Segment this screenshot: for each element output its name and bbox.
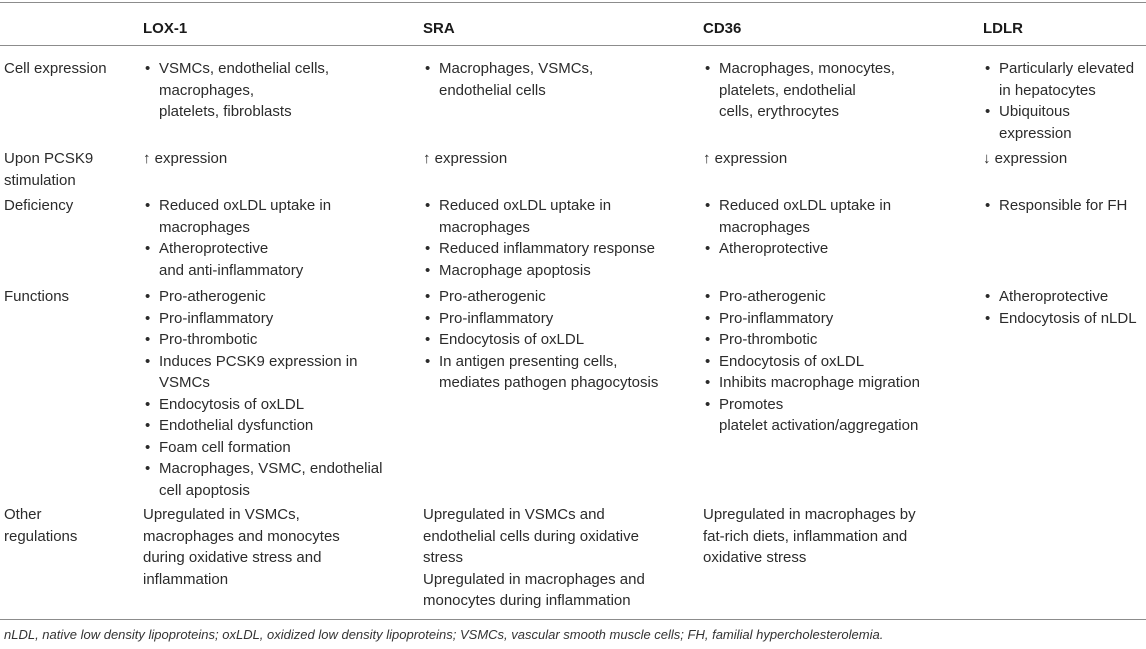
list-item: • Inhibits macrophage migration <box>703 372 965 394</box>
paragraph: Upregulated in macrophages and monocytes during inflammation <box>423 570 645 609</box>
cell-sra-deficiency <box>423 195 688 281</box>
list-item: • Responsible for FH <box>983 195 1145 217</box>
list-item: • Endocytosis of oxLDL <box>703 351 965 373</box>
list-item: • Atheroprotective <box>983 286 1145 308</box>
paragraph: Upregulated in VSMCs, macrophages and monocytes during oxidative stress and inflammation <box>143 506 340 588</box>
cell-ldlr-cell-expression <box>983 58 1145 144</box>
cell-sra-functions <box>423 286 688 394</box>
list-item: • Foam cell formation <box>143 437 405 459</box>
list-item: • Pro-atherogenic <box>703 286 965 308</box>
cell-cd36-functions <box>703 286 965 437</box>
row-label-functions: Functions <box>4 288 70 305</box>
cell-cd36-deficiency <box>703 195 965 260</box>
cell-lox1-functions <box>143 286 405 501</box>
list-item: • Pro-inflammatory <box>423 308 688 330</box>
list-item: • Endothelial dysfunction <box>143 415 405 437</box>
list-item: • Macrophage apoptosis <box>423 260 688 282</box>
cell-lox1-pcsk9: ↑ expression <box>143 150 228 167</box>
cell-cd36-cell-expression <box>703 58 965 123</box>
list-item: • Pro-inflammatory <box>703 308 965 330</box>
cell-sra-cell-expression <box>423 58 688 101</box>
cell-lox1-cell-expression <box>143 58 405 123</box>
header-ldlr: LDLR <box>983 20 1023 37</box>
cell-cd36-pcsk9: ↑ expression <box>703 150 788 167</box>
cell-cd36-other-regulations <box>703 504 965 569</box>
list-item: • Induces PCSK9 expression in VSMCs <box>143 351 405 394</box>
cell-ldlr-pcsk9: ↓ expression <box>983 150 1068 167</box>
row-label-pcsk9: Upon PCSK9 stimulation <box>4 150 94 189</box>
list-item: • Reduced inflammatory response <box>423 238 688 260</box>
cell-sra-other-regulations <box>423 504 688 612</box>
list-item: • Endocytosis of oxLDL <box>423 329 688 351</box>
row-label-deficiency: Deficiency <box>4 197 74 214</box>
cell-ldlr-deficiency <box>983 195 1145 217</box>
list-item: • Atheroprotective <box>703 238 965 260</box>
rule-bottom <box>0 619 1146 620</box>
list-item: • Ubiquitous expression <box>983 101 1145 144</box>
list-item: • Particularly elevated in hepatocytes <box>983 58 1145 101</box>
list-item: • In antigen presenting cells, mediates pathogen phagocytosis <box>423 351 688 394</box>
list-item: • Atheroprotective and anti-inflammatory <box>143 238 405 281</box>
cell-lox1-deficiency <box>143 195 405 281</box>
list-item: • Macrophages, monocytes, platelets, endothelial cells, erythrocytes <box>703 58 965 123</box>
header-sra: SRA <box>423 20 455 37</box>
list-item: • Reduced oxLDL uptake in macrophages <box>703 195 965 238</box>
header-cd36: CD36 <box>703 20 742 37</box>
list-item: • Pro-thrombotic <box>143 329 405 351</box>
table-footnote: nLDL, native low density lipoproteins; oxLDL, oxidized low density lipoproteins; VSMCs, vascular smooth muscle cells; FH, familial hypercholesterolemia. <box>4 627 884 642</box>
list-item: • Endocytosis of oxLDL <box>143 394 405 416</box>
paragraph: Upregulated in macrophages by fat-rich diets, inflammation and oxidative stress <box>703 506 916 566</box>
cell-sra-pcsk9: ↑ expression <box>423 150 508 167</box>
rule-header-bottom <box>0 45 1146 46</box>
list-item: • Reduced oxLDL uptake in macrophages <box>143 195 405 238</box>
list-item: • VSMCs, endothelial cells, macrophages, platelets, fibroblasts <box>143 58 405 123</box>
row-label-cell-expression: Cell expression <box>4 60 107 77</box>
row-label-other-regulations: Other regulations <box>4 506 78 545</box>
list-item: • Pro-inflammatory <box>143 308 405 330</box>
list-item: • Reduced oxLDL uptake in macrophages <box>423 195 688 238</box>
cell-ldlr-functions <box>983 286 1145 329</box>
list-item: • Pro-atherogenic <box>423 286 688 308</box>
rule-top <box>0 2 1146 3</box>
list-item: • Endocytosis of nLDL <box>983 308 1145 330</box>
paragraph: Upregulated in VSMCs and endothelial cells during oxidative stress <box>423 506 639 566</box>
list-item: • Promotes platelet activation/aggregation <box>703 394 965 437</box>
list-item: • Pro-atherogenic <box>143 286 405 308</box>
list-item: • Macrophages, VSMCs, endothelial cells <box>423 58 688 101</box>
cell-lox1-other-regulations <box>143 504 405 590</box>
header-lox1: LOX-1 <box>143 20 188 37</box>
list-item: • Pro-thrombotic <box>703 329 965 351</box>
list-item: • Macrophages, VSMC, endothelial cell apoptosis <box>143 458 405 501</box>
